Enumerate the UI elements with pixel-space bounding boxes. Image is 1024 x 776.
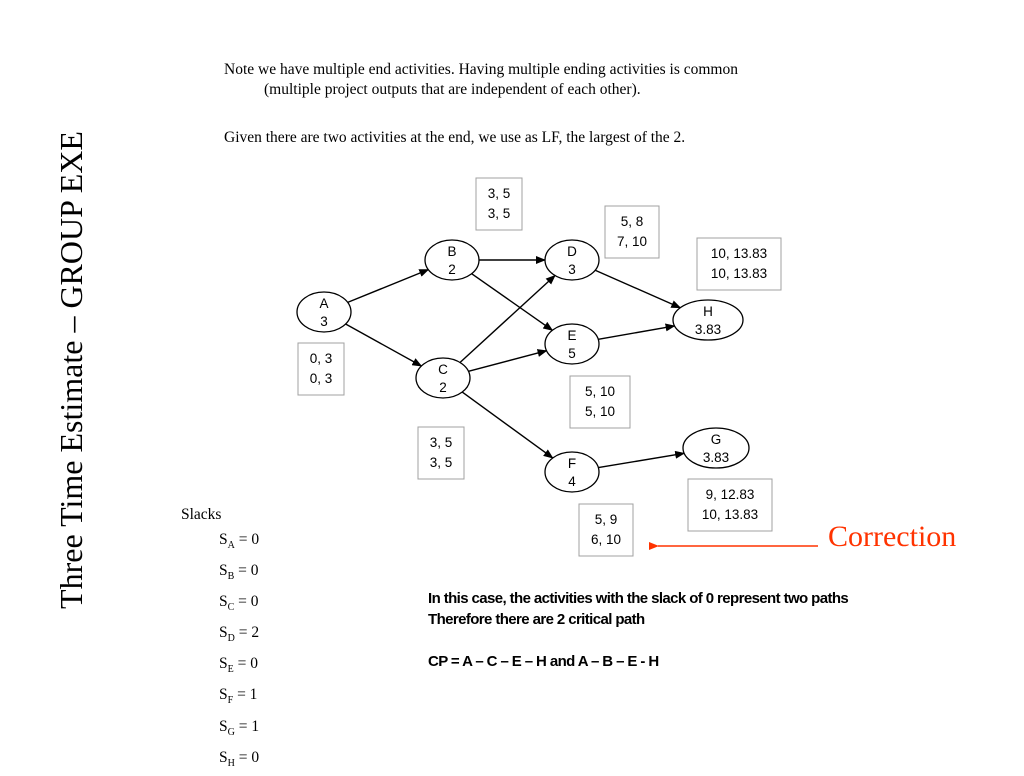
node-G-duration: 3.83 <box>702 450 730 465</box>
node-D <box>545 240 599 280</box>
critical-path-line: CP = A – C – E – H and A – B – E - H <box>428 653 659 670</box>
time-box-H-line1: 10, 13.83 <box>710 246 768 261</box>
node-D-label: D <box>567 244 577 259</box>
correction-label: Correction <box>828 520 957 553</box>
time-box-H-line2: 10, 13.83 <box>710 266 768 281</box>
node-C <box>416 358 470 398</box>
node-E-duration: 5 <box>568 346 576 361</box>
note-line-1a: Note we have multiple end activities. Having multiple ending activities is common <box>224 61 738 78</box>
critical-path-text <box>428 588 988 672</box>
edges <box>346 260 685 468</box>
slack-D: $S_D = 2$ <box>219 624 260 645</box>
time-box-C <box>418 427 464 479</box>
slack-G: $S_G = 1$ <box>219 717 260 738</box>
node-D-duration: 3 <box>568 262 576 277</box>
node-H-label: H <box>703 304 713 319</box>
time-box-A-line1: 0, 3 <box>309 351 333 366</box>
slacks-list <box>181 502 259 776</box>
edge-D-H <box>595 270 680 308</box>
time-box-H <box>697 238 781 290</box>
time-box-D-line2: 7, 10 <box>616 234 648 249</box>
time-box-B <box>476 178 522 230</box>
critical-line-1: In this case, the activities with the slack of 0 represent two paths <box>428 590 849 607</box>
time-box-D <box>605 206 659 258</box>
time-box-F-line2: 6, 10 <box>590 532 622 547</box>
node-B <box>425 240 479 280</box>
node-F-duration: 4 <box>568 474 576 489</box>
note-largest-lf: Given there are two activities at the end, we use as LF, the largest of the 2. <box>224 129 686 146</box>
node-A-label: A <box>319 296 329 311</box>
time-box-F <box>579 504 633 556</box>
time-boxes <box>298 178 781 556</box>
time-box-E-line2: 5, 10 <box>584 404 616 419</box>
slacks-heading: Slacks <box>181 506 222 523</box>
node-C-duration: 2 <box>439 380 447 395</box>
time-box-A <box>298 343 344 395</box>
slack-B: $S_B = 0$ <box>219 562 259 583</box>
node-G <box>683 428 749 468</box>
edge-E-H <box>598 326 674 339</box>
node-F-label: F <box>567 456 577 471</box>
time-box-E-line1: 5, 10 <box>584 384 616 399</box>
node-G-label: G <box>710 432 722 447</box>
time-box-G <box>688 479 772 531</box>
node-A-duration: 3 <box>320 314 328 329</box>
node-B-duration: 2 <box>448 262 456 277</box>
time-box-G-line2: 10, 13.83 <box>701 507 759 522</box>
time-box-G-line1: 9, 12.83 <box>705 487 755 502</box>
edge-A-C <box>346 324 422 366</box>
time-box-C-line2: 3, 5 <box>429 455 453 470</box>
time-box-D-line1: 5, 8 <box>620 214 644 229</box>
edge-C-D <box>460 276 555 363</box>
slack-H: $S_H = 0$ <box>219 748 260 769</box>
time-box-A-line2: 0, 3 <box>309 371 333 386</box>
node-E <box>545 324 599 364</box>
slack-E: $S_E = 0$ <box>219 655 258 676</box>
node-H <box>673 300 743 340</box>
note-line-1b: (multiple project outputs that are independent of each other). <box>264 81 641 98</box>
edge-C-F <box>462 392 553 458</box>
slack-A: $S_A = 0$ <box>219 531 260 552</box>
time-box-B-line2: 3, 5 <box>487 206 511 221</box>
edge-A-B <box>348 270 429 303</box>
edge-F-G <box>598 453 684 467</box>
node-F <box>545 452 599 492</box>
critical-line-2: Therefore there are 2 critical path <box>428 611 645 628</box>
node-A <box>297 292 351 332</box>
edge-C-E <box>468 351 546 372</box>
time-box-F-line1: 5, 9 <box>594 512 618 527</box>
slide-title: Three Time Estimate – GROUP EXE <box>53 131 89 609</box>
slack-C: $S_C = 0$ <box>219 593 259 614</box>
edge-B-E <box>472 274 553 331</box>
node-H-duration: 3.83 <box>694 322 722 337</box>
slack-F: $S_F = 1$ <box>219 686 258 707</box>
node-E-label: E <box>567 328 577 343</box>
time-box-B-line1: 3, 5 <box>487 186 511 201</box>
time-box-E <box>570 376 630 428</box>
node-C-label: C <box>438 362 448 377</box>
time-box-C-line1: 3, 5 <box>429 435 453 450</box>
node-B-label: B <box>447 244 457 259</box>
